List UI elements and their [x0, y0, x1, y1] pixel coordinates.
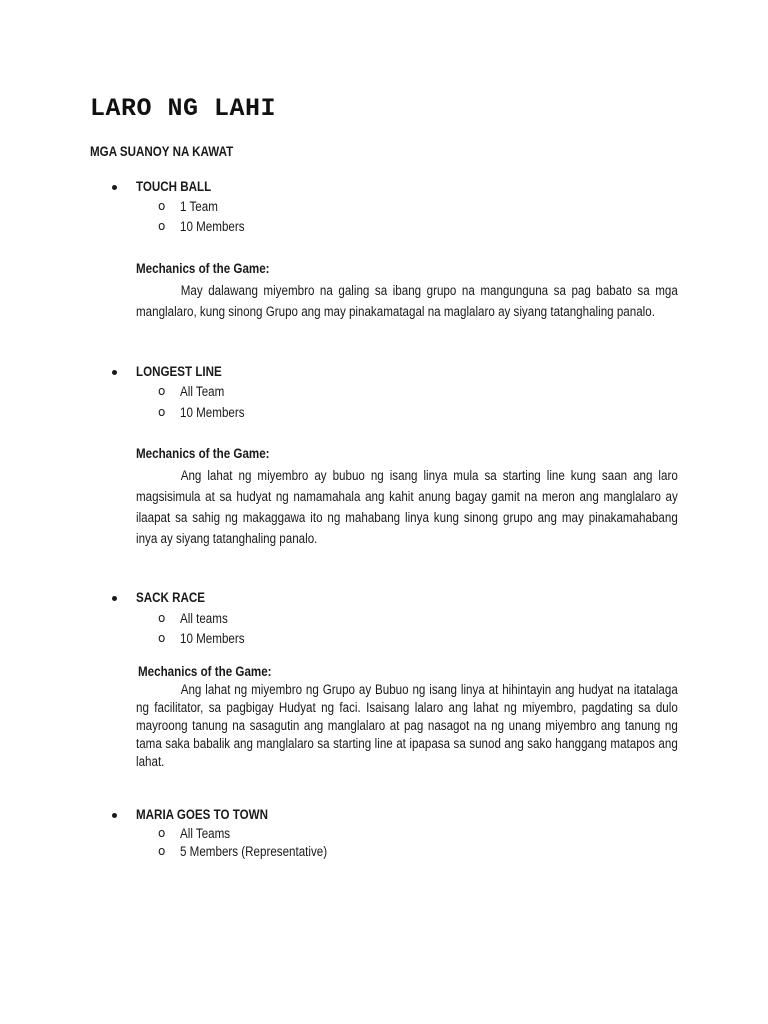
mechanics-label: Mechanics of the Game:	[138, 664, 272, 679]
game-detail-text: All teams	[180, 611, 228, 626]
sub-bullet-icon: o	[158, 405, 166, 419]
bullet-dot-icon	[112, 813, 117, 818]
game-name: MARIA GOES TO TOWN	[136, 807, 269, 822]
game-detail-text: 5 Members (Representative)	[180, 844, 328, 859]
game-detail-text: 10 Members	[180, 631, 245, 646]
mechanics-text: May dalawang miyembro na galing sa ibang grupo na mangunguna sa pag babato sa mga manglalaro, kung sinong Grupo ang may pinakamatagal na maglalaro ay siyang tatanghaling panalo.	[136, 283, 678, 319]
sub-bullet-icon: o	[158, 384, 166, 398]
game-name: SACK RACE	[136, 590, 206, 605]
sub-bullet-icon: o	[158, 631, 166, 645]
game-name: LONGEST LINE	[136, 364, 222, 379]
bullet-dot-icon	[112, 370, 117, 375]
game-detail-text: All Team	[180, 384, 225, 399]
game-detail-text: 10 Members	[180, 219, 245, 234]
mechanics-label: Mechanics of the Game:	[136, 261, 270, 276]
mechanics-text: Ang lahat ng miyembro ng Grupo ay Bubuo ng isang linya at hihintayin ang hudyat na itatalaga ng facilitator, sa pagbigay Hudyat ng faci. Isaisang lalaro ang lahat ng miyembro, pagdating sa dulo mayroong tanung na sasagutin ang manglalaro at pag nasagot na ng unang miyembro ang tanung ng tama saka babalik ang manglalaro sa starting line at ipapasa sa sunod ang sako hanggang matapos ang lahat.	[136, 682, 678, 769]
document-title: LARO NG LAHI	[90, 94, 277, 123]
sub-bullet-icon: o	[158, 199, 166, 213]
document-subtitle: MGA SUANOY NA KAWAT	[90, 144, 234, 159]
game-name: TOUCH BALL	[136, 179, 212, 194]
game-detail-text: 1 Team	[180, 199, 218, 214]
game-detail-text: 10 Members	[180, 405, 245, 420]
mechanics-text: Ang lahat ng miyembro ay bubuo ng isang linya mula sa starting line kung saan ang laro magsisimula at sa hudyat ng namamahala ang kahit anung bagay gamit na meron ang manglalaro ay ilaapat sa sahig ng makaggawa ito ng mahabang linya kung sinong grupo ang may pinakamahabang inya ay siyang tatanghaling panalo.	[136, 468, 678, 546]
sub-bullet-icon: o	[158, 826, 166, 840]
bullet-dot-icon	[112, 596, 117, 601]
bullet-dot-icon	[112, 185, 117, 190]
game-detail-text: All Teams	[180, 826, 231, 841]
sub-bullet-icon: o	[158, 219, 166, 233]
sub-bullet-icon: o	[158, 844, 166, 858]
sub-bullet-icon: o	[158, 611, 166, 625]
mechanics-label: Mechanics of the Game:	[136, 446, 270, 461]
